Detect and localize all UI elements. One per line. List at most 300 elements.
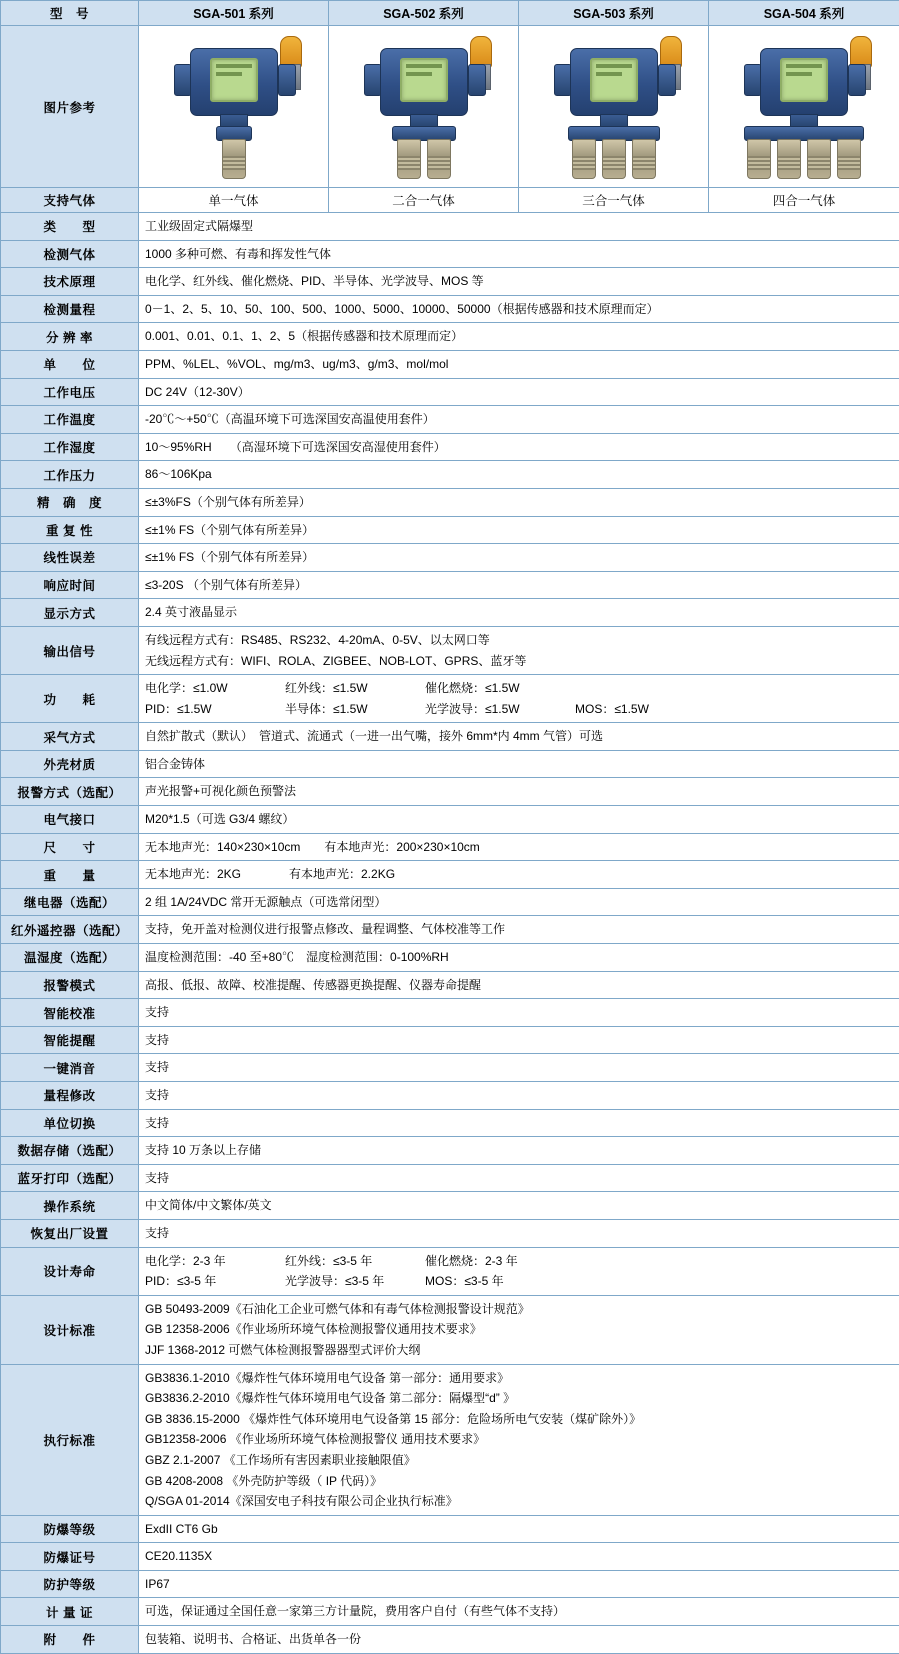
table-row [1,833,899,861]
lcd-screen [400,58,448,102]
table-row [1,1626,899,1654]
row-label: 设计标准 [1,1295,139,1364]
housing-ear-right [848,64,866,96]
row-value [139,888,899,916]
row-value [139,861,899,889]
value-line: GB12358-2006 《作业场所环境气体检测报警仪 通用技术要求》 [145,1429,893,1450]
value-line: 支持 [145,1223,893,1244]
lcd-bar [786,72,812,76]
table-row [1,571,899,599]
row-label: 显示方式 [1,599,139,627]
row-value [139,999,899,1027]
table-row [1,675,899,723]
table-row [1,240,899,268]
value-line: 支持 [145,1113,893,1134]
value-lines [145,754,893,775]
lcd-bar [216,72,242,76]
row-label: 量程修改 [1,1082,139,1110]
value-line: GB3836.2-2010《爆炸性气体环境用电气设备 第二部分：隔爆型“d” 》 [145,1388,893,1409]
row-label: 精 确 度 [1,488,139,516]
probe-rings [603,156,625,170]
row-value [139,1219,899,1247]
row-label: 恢复出厂设置 [1,1219,139,1247]
value-line: 包装箱、说明书、合格证、出货单各一份 [145,1629,893,1650]
value-lines [145,781,893,802]
row-value [139,1598,899,1626]
row-value [139,1164,899,1192]
value-line: 支持 [145,1168,893,1189]
row-value [139,1026,899,1054]
housing-ear-right [468,64,486,96]
row-value [139,778,899,806]
value-lines [145,1601,893,1622]
value-line: GB 4208-2008 《外壳防护等级（ IP 代码）》 [145,1471,893,1492]
row-label: 尺 寸 [1,833,139,861]
value-lines [145,1519,893,1540]
table-row [1,488,899,516]
row-value [139,1515,899,1543]
row-label: 外壳材质 [1,750,139,778]
value-row [145,699,893,720]
gas-support-value-4: 四合一气体 [709,188,899,213]
row-label: 执行标准 [1,1364,139,1515]
table-row [1,723,899,751]
value-cell: 红外线：≤3-5 年 [285,1252,425,1271]
value-cell: 红外线：≤1.5W [285,679,425,698]
table-row [1,1137,899,1165]
row-value [139,213,899,241]
row-label-image: 图片参考 [1,26,139,188]
value-cell: MOS：≤1.5W [575,700,725,719]
value-lines [145,1195,893,1216]
row-label: 计 量 证 [1,1598,139,1626]
row-label: 智能校准 [1,999,139,1027]
gas-support-value-3: 三合一气体 [519,188,709,213]
gas-detector-3-probe-icon [530,34,698,180]
value-line: ≤±1% FS（个别气体有所差异） [145,520,893,541]
value-line: GB3836.1-2010《爆炸性气体环境用电气设备 第一部分：通用要求》 [145,1368,893,1389]
value-row [145,678,893,699]
table-row-model [1,1,899,26]
row-label: 重 量 [1,861,139,889]
value-cell: 光学波导：≤1.5W [425,700,575,719]
table-row [1,806,899,834]
lcd-bar [406,72,432,76]
gas-detector-4-probe-icon [720,34,888,180]
row-value [139,461,899,489]
value-lines [145,919,893,940]
lcd-bar [596,72,622,76]
table-row [1,516,899,544]
table-row [1,861,899,889]
row-label: 继电器（选配） [1,888,139,916]
row-value [139,323,899,351]
table-row [1,1026,899,1054]
row-value [139,916,899,944]
value-line: GB 3836.15-2000 《爆炸性气体环境用电气设备第 15 部分：危险场所电气安装（煤矿除外）》 [145,1409,893,1430]
table-row [1,433,899,461]
table-row [1,1515,899,1543]
housing-ear-right [278,64,296,96]
row-value [139,806,899,834]
row-label: 工作温度 [1,406,139,434]
row-value [139,544,899,572]
sensor-probe [572,139,596,179]
row-label: 报警模式 [1,971,139,999]
row-value [139,1626,899,1654]
value-line: 2 组 1A/24VDC 常开无源触点（可选常闭型） [145,892,893,913]
model-header-2: SGA-502 系列 [329,1,519,26]
table-row [1,626,899,674]
value-line: 高报、低报、故障、校准提醒、传感器更换提醒、仪器寿命提醒 [145,975,893,996]
row-label: 红外遥控器（选配） [1,916,139,944]
value-lines [145,1030,893,1051]
value-cell: MOS：≤3-5 年 [425,1272,575,1291]
value-line: GB 12358-2006《作业场所环境气体检测报警仪通用技术要求》 [145,1319,893,1340]
value-line: 可选，保证通过全国任意一家第三方计量院，费用客户自付（有些气体不支持） [145,1601,893,1622]
row-label: 工作电压 [1,378,139,406]
lcd-bar [596,64,632,68]
table-row [1,323,899,351]
row-label: 类 型 [1,213,139,241]
row-label: 数据存储（选配） [1,1137,139,1165]
table-row [1,1054,899,1082]
value-lines [145,1113,893,1134]
row-value [139,1137,899,1165]
row-label: 响应时间 [1,571,139,599]
probe-group [222,139,246,179]
value-line: 无线远程方式有：WIFI、ROLA、ZIGBEE、NOB-LOT、GPRS、蓝牙等 [145,651,893,672]
table-row [1,944,899,972]
row-value [139,750,899,778]
value-lines [145,271,893,292]
table-row [1,406,899,434]
value-line: 支持 [145,1085,893,1106]
row-value [139,1364,899,1515]
value-line: DC 24V（12-30V） [145,382,893,403]
row-value [139,833,899,861]
row-value [139,1054,899,1082]
table-row [1,750,899,778]
table-row [1,1219,899,1247]
row-label: 线性误差 [1,544,139,572]
row-value [139,433,899,461]
value-line: 铝合金铸体 [145,754,893,775]
product-image-cell-1 [139,26,329,188]
lcd-bar [216,64,252,68]
value-lines [145,630,893,671]
value-lines [145,947,893,968]
probe-rings [778,156,800,170]
value-lines [145,864,893,885]
table-row [1,268,899,296]
row-value [139,571,899,599]
value-row [145,1271,893,1292]
row-label: 防爆等级 [1,1515,139,1543]
value-line: ExdII CT6 Gb [145,1519,893,1540]
value-lines [145,520,893,541]
row-value [139,295,899,323]
table-row [1,1570,899,1598]
table-row [1,1598,899,1626]
value-lines [145,575,893,596]
table-row [1,778,899,806]
table-row [1,999,899,1027]
gas-support-value-2: 二合一气体 [329,188,519,213]
row-label: 重 复 性 [1,516,139,544]
lcd-bar [786,64,822,68]
table-row [1,295,899,323]
row-value [139,675,899,723]
row-label: 单位切换 [1,1109,139,1137]
value-line: -20℃～+50℃（高温环境下可选深国安高温使用套件） [145,409,893,430]
row-label-gas-support: 支持气体 [1,188,139,213]
table-row [1,350,899,378]
value-lines [145,437,893,458]
model-header-4: SGA-504 系列 [709,1,899,26]
value-lines [145,678,893,719]
value-lines [145,326,893,347]
row-value [139,971,899,999]
row-value [139,1109,899,1137]
row-label: 报警方式（选配） [1,778,139,806]
value-lines [145,409,893,430]
table-row-image [1,26,899,188]
value-line: 10～95%RH （高湿环境下可选深国安高湿使用套件） [145,437,893,458]
value-line: 支持 [145,1057,893,1078]
probe-rings [838,156,860,170]
row-label: 一键消音 [1,1054,139,1082]
row-value [139,240,899,268]
value-line: IP67 [145,1574,893,1595]
row-value [139,516,899,544]
lcd-screen [590,58,638,102]
row-value [139,488,899,516]
value-cell: 光学波导：≤3-5 年 [285,1272,425,1291]
value-line: 0－1、2、5、10、50、100、500、1000、5000、10000、50000（根据传感器和技术原理而定） [145,299,893,320]
value-cell: PID：≤1.5W [145,700,285,719]
value-lines [145,837,893,858]
value-lines [145,216,893,237]
table-row [1,1364,899,1515]
row-value [139,1295,899,1364]
table-row [1,599,899,627]
table-row-gas-support [1,188,899,213]
value-lines [145,726,893,747]
row-value [139,1570,899,1598]
gas-support-value-1: 单一气体 [139,188,329,213]
value-row [145,1251,893,1272]
product-image-cell-3 [519,26,709,188]
table-row [1,1082,899,1110]
value-line: 声光报警+可视化颜色预警法 [145,781,893,802]
table-row [1,971,899,999]
value-line: 温度检测范围：-40 至+80℃ 湿度检测范围：0-100%RH [145,947,893,968]
lcd-screen [780,58,828,102]
sensor-probe [807,139,831,179]
table-row [1,378,899,406]
row-label: 单 位 [1,350,139,378]
row-value [139,944,899,972]
value-line: 支持 [145,1030,893,1051]
row-label: 采气方式 [1,723,139,751]
value-line: 中文简体/中文繁体/英文 [145,1195,893,1216]
value-lines [145,892,893,913]
value-lines [145,1251,893,1292]
row-label: 智能提醒 [1,1026,139,1054]
product-image-cell-2 [329,26,519,188]
value-cell: 电化学：2-3 年 [145,1252,285,1271]
probe-rings [808,156,830,170]
value-lines [145,299,893,320]
value-lines [145,1002,893,1023]
value-lines [145,1168,893,1189]
table-row [1,1543,899,1571]
row-label: 技术原理 [1,268,139,296]
sensor-probe [397,139,421,179]
value-line: 2.4 英寸液晶显示 [145,602,893,623]
row-label: 分 辨 率 [1,323,139,351]
value-line: M20*1.5（可选 G3/4 螺纹） [145,809,893,830]
value-lines [145,492,893,513]
row-label: 温湿度（选配） [1,944,139,972]
probe-group [397,139,451,179]
probe-rings [398,156,420,170]
row-label: 电气接口 [1,806,139,834]
value-lines [145,1299,893,1361]
value-line: GBZ 2.1-2007 《工作场所有害因素职业接触限值》 [145,1450,893,1471]
row-label: 附 件 [1,1626,139,1654]
table-body [1,1,899,1654]
sensor-probe [837,139,861,179]
gas-detector-1-probe-icon [150,34,318,180]
value-lines [145,464,893,485]
row-label: 蓝牙打印（选配） [1,1164,139,1192]
value-lines [145,809,893,830]
probe-group [747,139,861,179]
housing-ear-right [658,64,676,96]
value-line: JJF 1368-2012 可燃气体检测报警器器型式评价大纲 [145,1340,893,1361]
value-line: 支持，免开盖对检测仪进行报警点修改、量程调整、气体校准等工作 [145,919,893,940]
value-lines [145,1140,893,1161]
value-line: 工业级固定式隔爆型 [145,216,893,237]
value-line: 0.001、0.01、0.1、1、2、5（根据传感器和技术原理而定） [145,326,893,347]
value-lines [145,1368,893,1512]
value-lines [145,1057,893,1078]
value-line: GB 50493-2009《石油化工企业可燃气体和有毒气体检测报警设计规范》 [145,1299,893,1320]
value-line: 电化学、红外线、催化燃烧、PID、半导体、光学波导、MOS 等 [145,271,893,292]
lcd-screen [210,58,258,102]
row-label: 功 耗 [1,675,139,723]
row-label: 防护等级 [1,1570,139,1598]
value-cell: PID：≤3-5 年 [145,1272,285,1291]
value-lines [145,1223,893,1244]
model-header-3: SGA-503 系列 [519,1,709,26]
table-row [1,888,899,916]
table-row [1,461,899,489]
value-lines [145,547,893,568]
table-row [1,1247,899,1295]
value-line: 无本地声光：2KG 有本地声光：2.2KG [145,864,893,885]
row-value [139,268,899,296]
probe-rings [223,156,245,170]
value-lines [145,354,893,375]
value-line: ≤±3%FS（个别气体有所差异） [145,492,893,513]
value-line: 无本地声光：140×230×10cm 有本地声光：200×230×10cm [145,837,893,858]
value-lines [145,975,893,996]
row-value [139,1247,899,1295]
value-line: 86～106Kpa [145,464,893,485]
sensor-probe [632,139,656,179]
value-cell: 电化学：≤1.0W [145,679,285,698]
row-label: 防爆证号 [1,1543,139,1571]
row-value [139,723,899,751]
value-lines [145,382,893,403]
row-value [139,1543,899,1571]
table-row [1,1295,899,1364]
row-value [139,378,899,406]
value-line: Q/SGA 01-2014《深国安电子科技有限公司企业执行标准》 [145,1491,893,1512]
row-label: 操作系统 [1,1192,139,1220]
row-value [139,406,899,434]
value-line: ≤3-20S （个别气体有所差异） [145,575,893,596]
value-line: CE20.1135X [145,1546,893,1567]
table-row [1,1109,899,1137]
value-line: ≤±1% FS（个别气体有所差异） [145,547,893,568]
probe-rings [573,156,595,170]
row-value [139,350,899,378]
row-label: 检测量程 [1,295,139,323]
product-image-cell-4 [709,26,899,188]
table-row [1,213,899,241]
value-line: 支持 10 万条以上存储 [145,1140,893,1161]
value-lines [145,1085,893,1106]
probe-rings [428,156,450,170]
table-row [1,1192,899,1220]
value-cell: 半导体：≤1.5W [285,700,425,719]
value-cell: 催化燃烧：2-3 年 [425,1252,575,1271]
row-label: 输出信号 [1,626,139,674]
gas-detector-2-probe-icon [340,34,508,180]
value-lines [145,244,893,265]
table-row [1,1164,899,1192]
table-row [1,916,899,944]
value-line: 有线远程方式有：RS485、RS232、4-20mA、0-5V、以太网口等 [145,630,893,651]
row-value [139,626,899,674]
sensor-probe [747,139,771,179]
row-value [139,1082,899,1110]
row-label-model: 型 号 [1,1,139,26]
sensor-probe [222,139,246,179]
probe-group [572,139,656,179]
value-lines [145,1546,893,1567]
sensor-probe [427,139,451,179]
row-value [139,599,899,627]
probe-rings [633,156,655,170]
value-line: 1000 多种可燃、有毒和挥发性气体 [145,244,893,265]
value-cell: 催化燃烧：≤1.5W [425,679,575,698]
value-line: PPM、%LEL、%VOL、mg/m3、ug/m3、g/m3、mol/mol [145,354,893,375]
row-label: 检测气体 [1,240,139,268]
row-label: 工作压力 [1,461,139,489]
row-label: 工作湿度 [1,433,139,461]
row-value [139,1192,899,1220]
model-header-1: SGA-501 系列 [139,1,329,26]
sensor-probe [602,139,626,179]
sensor-probe [777,139,801,179]
lcd-bar [406,64,442,68]
value-line: 支持 [145,1002,893,1023]
